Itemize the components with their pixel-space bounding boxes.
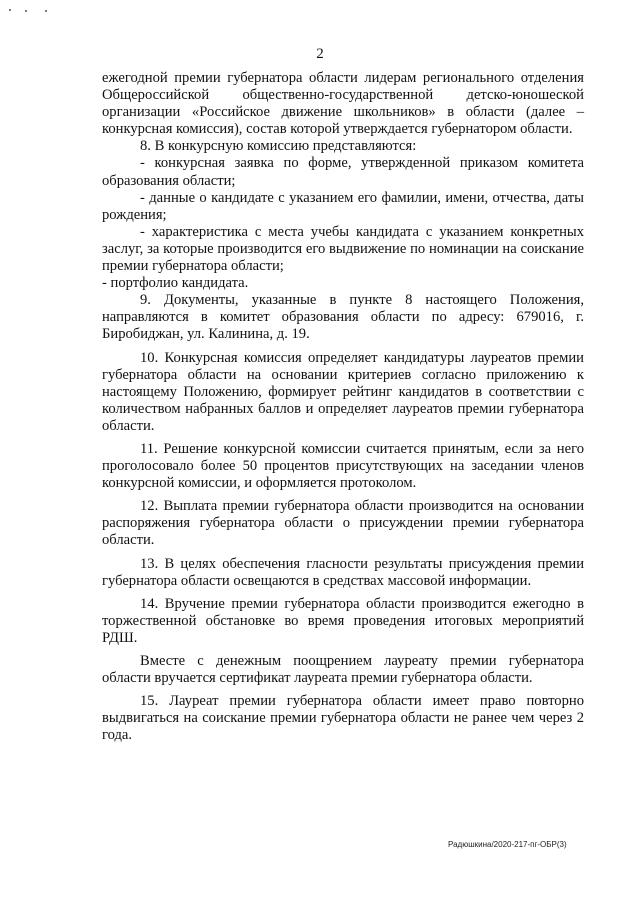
scan-mark [25,10,27,12]
page-number: 2 [316,46,324,62]
paragraph-item-8: 8. В конкурсную комиссию представляются: [140,138,417,155]
paragraph-award-certificate: Вместе с денежным поощрением лауреату премии губернатора области вручается сертификат лауреата премии губернатора области. [102,653,584,687]
paragraph-item-14: 14. Вручение премии губернатора области производится ежегодно в торжественной обстановке во время проведения итоговых мероприятий РДШ. [102,595,584,646]
paragraph-item-9: 9. Документы, указанные в пункте 8 настоящего Положения, направляются в комитет образования области по адресу: 679016, г. Биробиджан, ул. Калинина, д. 19. [102,292,584,343]
paragraph-item-13: 13. В целях обеспечения гласности результаты присуждения премии губернатора области освещаются в средствах массовой информации. [102,555,584,589]
paragraph-item-12: 12. Выплата премии губернатора области производится на основании распоряжения губернатора области о присуждении премии губернатора области. [102,498,584,549]
scan-mark [9,9,11,11]
list-item: - характеристика с места учебы кандидата с указанием конкретных заслуг, за которые производится его выдвижение по номинации на соискание премии губернатора области; [102,223,584,275]
document-code: Радюшкина/2020-217-пг-ОБР(3) [448,840,567,849]
paragraph-item-15: 15. Лауреат премии губернатора области имеет право повторно выдвигаться на соискание премии губернатора области не ранее чем через 2 года. [102,693,584,744]
list-item: - конкурсная заявка по форме, утвержденной приказом комитета образования области; [102,155,584,189]
paragraph-continuation: ежегодной премии губернатора области лидерам регионального отделения Общероссийской общественно-государственной детско-юношеской организации «Российское движение школьников» в области (далее – конкурсная комиссия), состав которой утверждается губернатором области. [102,70,584,138]
list-item: - портфолио кандидата. [102,275,249,292]
scan-mark [45,10,47,12]
paragraph-item-10: 10. Конкурсная комиссия определяет кандидатуры лауреатов премии губернатора области на основании критериев согласно приложению к настоящему Положению, формирует рейтинг кандидатов в соответствии с количеством набранных баллов и определяет лауреатов премии губернатора области. [102,349,584,434]
list-item: - данные о кандидате с указанием его фамилии, имени, отчества, даты рождения; [102,189,584,223]
paragraph-item-11: 11. Решение конкурсной комиссии считается принятым, если за него проголосовало более 50 процентов присутствующих на заседании членов конкурсной комиссии, и оформляется протоколом. [102,440,584,492]
document-body [102,70,584,744]
